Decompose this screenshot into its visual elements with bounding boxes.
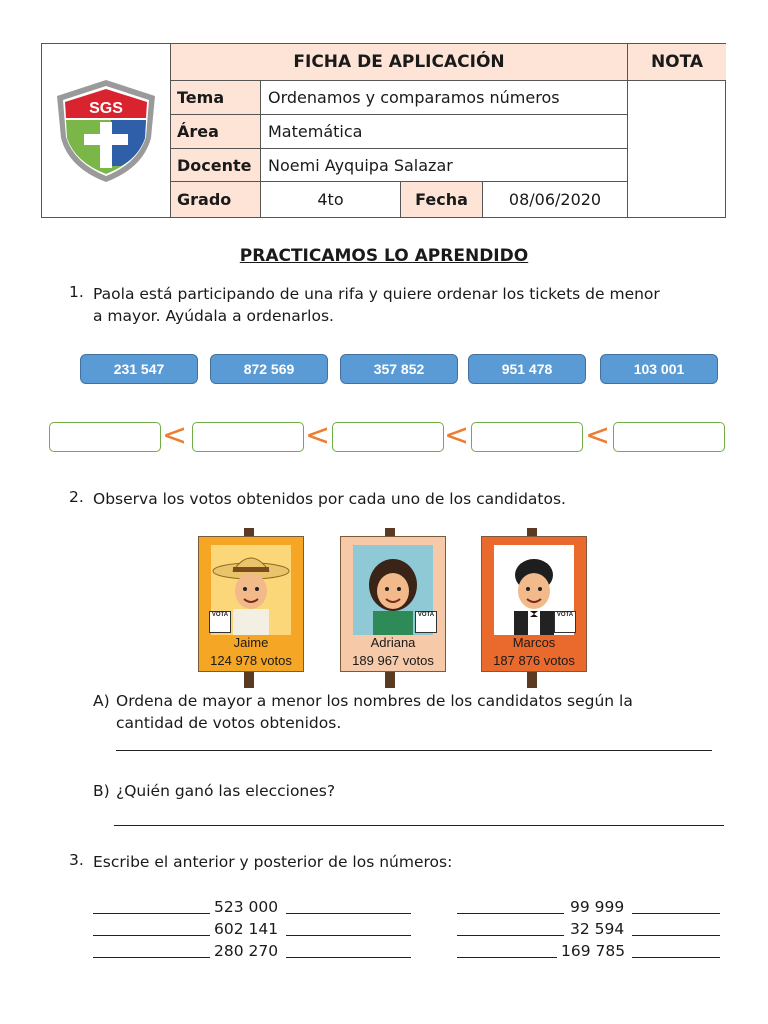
nota-field[interactable]: [628, 81, 726, 217]
svg-text:SGS: SGS: [89, 99, 123, 117]
ticket: 872 569: [210, 354, 328, 384]
answer-line[interactable]: [457, 913, 564, 914]
vote-card-icon: VOTA: [415, 611, 437, 633]
number-value: 32 594: [570, 920, 625, 938]
grado-value: 4to: [261, 182, 401, 217]
number-value: 280 270: [214, 942, 279, 960]
answer-line[interactable]: [93, 935, 210, 936]
answer-line[interactable]: [286, 957, 411, 958]
q2-text: Observa los votos obtenidos por cada uno de los candidatos.: [93, 490, 566, 508]
q2a-label: A): [93, 692, 110, 710]
q3-text: Escribe el anterior y posterior de los números:: [93, 853, 453, 871]
less-than-symbol: <: [444, 418, 470, 453]
candidate-poster-marcos: [481, 536, 587, 672]
worksheet-title: FICHA DE APLICACIÓN: [171, 44, 628, 81]
q1-number: 1.: [69, 283, 84, 301]
nota-label: NOTA: [628, 44, 726, 81]
tema-label: Tema: [171, 81, 261, 115]
number-value: 523 000: [214, 898, 279, 916]
candidate-name: Jaime: [233, 635, 269, 650]
candidate-poster-adriana: [340, 536, 446, 672]
answer-line[interactable]: [116, 750, 712, 751]
answer-line[interactable]: [457, 935, 564, 936]
shield-logo-icon: [51, 76, 161, 186]
docente-value: Noemi Ayquipa Salazar: [261, 149, 628, 182]
answer-line[interactable]: [632, 913, 720, 914]
answer-line[interactable]: [457, 957, 557, 958]
fecha-value: 08/06/2020: [483, 182, 628, 217]
ticket: 231 547: [80, 354, 198, 384]
answer-line[interactable]: [632, 935, 720, 936]
q1-line1: Paola está participando de una rifa y quiere ordenar los tickets de menor: [93, 285, 660, 303]
candidate-votes: 189 967 votos: [352, 653, 434, 668]
answer-box[interactable]: [192, 422, 304, 452]
candidate-votes: 187 876 votos: [493, 653, 575, 668]
vote-card-icon: VOTA: [209, 611, 231, 633]
q2-number: 2.: [69, 488, 84, 506]
header-table: [41, 43, 726, 218]
ticket: 357 852: [340, 354, 458, 384]
candidate-name: Marcos: [512, 635, 556, 650]
q1-line2: a mayor. Ayúdala a ordenarlos.: [93, 307, 334, 325]
answer-box[interactable]: [49, 422, 161, 452]
number-value: 602 141: [214, 920, 279, 938]
area-value: Matemática: [261, 115, 628, 149]
less-than-symbol: <: [162, 418, 188, 453]
answer-line[interactable]: [114, 825, 724, 826]
answer-line[interactable]: [286, 913, 411, 914]
less-than-symbol: <: [305, 418, 331, 453]
answer-box[interactable]: [332, 422, 444, 452]
less-than-symbol: <: [585, 418, 611, 453]
candidate-poster-jaime: [198, 536, 304, 672]
answer-box[interactable]: [613, 422, 725, 452]
candidate-name: Adriana: [370, 635, 416, 650]
q3-number: 3.: [69, 851, 84, 869]
candidate-votes: 124 978 votos: [210, 653, 292, 668]
q2b-label: B): [93, 782, 110, 800]
q2b-text: ¿Quién ganó las elecciones?: [116, 782, 336, 800]
answer-box[interactable]: [471, 422, 583, 452]
answer-line[interactable]: [632, 957, 720, 958]
school-logo: [42, 44, 171, 217]
answer-line[interactable]: [286, 935, 411, 936]
number-value: 99 999: [570, 898, 625, 916]
area-label: Área: [171, 115, 261, 149]
number-value: 169 785: [561, 942, 626, 960]
grado-label: Grado: [171, 182, 261, 217]
tema-value: Ordenamos y comparamos números: [261, 81, 628, 115]
answer-line[interactable]: [93, 913, 210, 914]
q2a-line1: Ordena de mayor a menor los nombres de los candidatos según la: [116, 692, 633, 710]
ticket: 103 001: [600, 354, 718, 384]
docente-label: Docente: [171, 149, 261, 182]
vote-card-icon: VOTA: [554, 611, 576, 633]
ticket: 951 478: [468, 354, 586, 384]
section-title: PRACTICAMOS LO APRENDIDO: [239, 246, 529, 266]
fecha-label: Fecha: [401, 182, 483, 217]
answer-line[interactable]: [93, 957, 210, 958]
q2a-line2: cantidad de votos obtenidos.: [116, 714, 342, 732]
